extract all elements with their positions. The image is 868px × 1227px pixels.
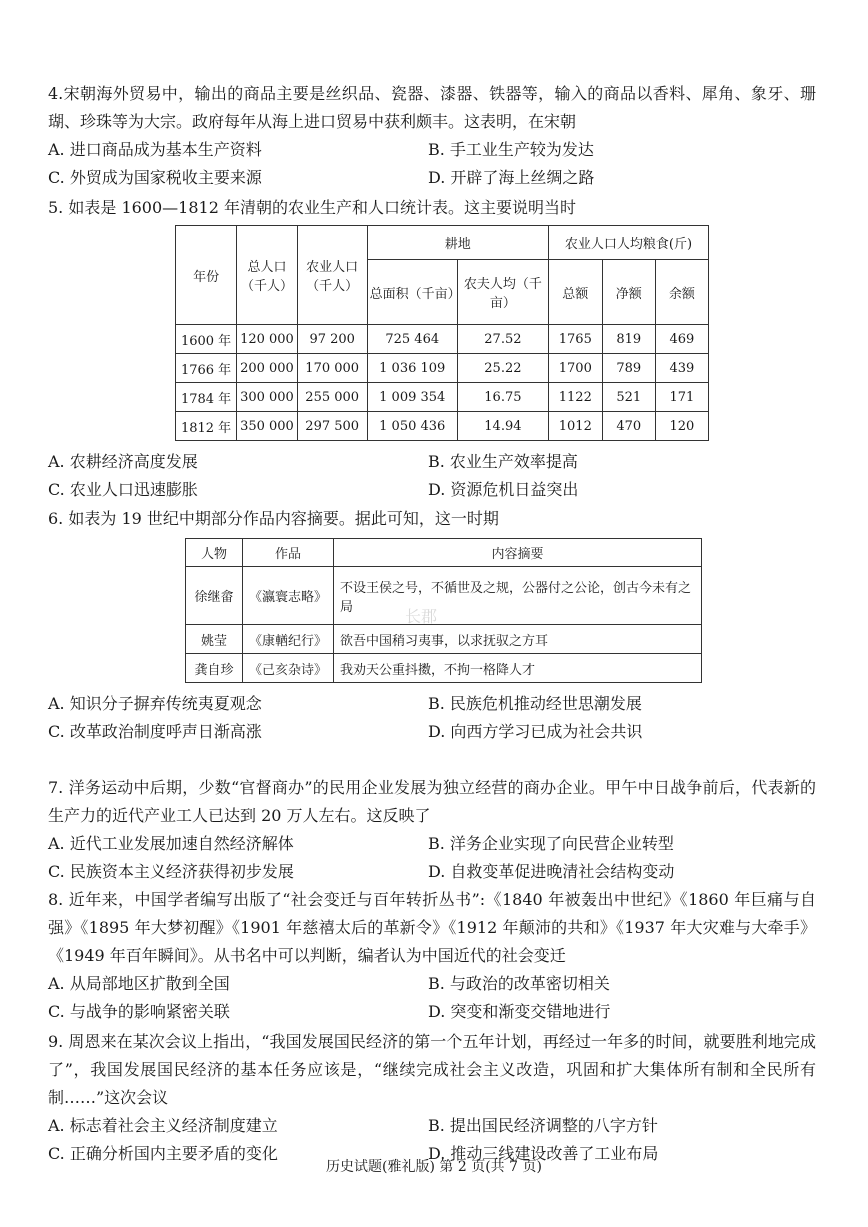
cell-year: 1600 年 — [176, 325, 237, 354]
question-5-options — [48, 448, 816, 504]
cell-work: 《瀛寰志略》 — [243, 567, 334, 625]
option-d[interactable]: D. 向西方学习已成为社会共识 — [428, 722, 643, 741]
table-row — [176, 354, 709, 383]
cell-total: 1012 — [548, 412, 602, 441]
header-year: 年份 — [176, 226, 237, 325]
option-b[interactable]: B. 农业生产效率提高 — [428, 452, 578, 471]
cell-total: 1700 — [548, 354, 602, 383]
table-row — [186, 654, 702, 683]
cell-total: 1765 — [548, 325, 602, 354]
header-total-area: 总面积（千亩） — [367, 260, 457, 325]
cell-year: 1784 年 — [176, 383, 237, 412]
question-6-stem: 6. 如表为 19 世纪中期部分作品内容摘要。据此可知，这一时期 — [48, 509, 499, 528]
question-4 — [48, 80, 816, 192]
question-4-stem: 4.宋朝海外贸易中，输出的商品主要是丝织品、瓷器、漆器、铁器等，输入的商品以香料、犀角、象牙、珊瑚、珍珠等为大宗。政府每年从海上进口贸易中获利颇丰。这表明，在宋朝 — [48, 84, 816, 131]
cell-agricultural-population: 97 200 — [297, 325, 367, 354]
option-d[interactable]: D. 资源危机日益突出 — [428, 480, 579, 499]
question-6-options — [48, 690, 816, 746]
header-work: 作品 — [243, 539, 334, 567]
cell-year: 1812 年 — [176, 412, 237, 441]
cell-surplus: 171 — [655, 383, 708, 412]
cell-total-area: 725 464 — [367, 325, 457, 354]
table-row — [176, 383, 709, 412]
question-5 — [48, 194, 816, 222]
cell-agricultural-population: 297 500 — [297, 412, 367, 441]
option-d[interactable]: D. 自救变革促进晚清社会结构变动 — [428, 862, 675, 881]
option-a[interactable]: A. 农耕经济高度发展 — [48, 452, 198, 471]
option-a[interactable]: A. 知识分子摒弃传统夷夏观念 — [48, 694, 262, 713]
page-footer: 历史试题(雅礼版) 第 2 页(共 7 页) — [326, 1159, 542, 1175]
cell-work: 《己亥杂诗》 — [243, 654, 334, 683]
cell-surplus: 120 — [655, 412, 708, 441]
option-c[interactable]: C. 农业人口迅速膨胀 — [48, 480, 198, 499]
header-surplus: 余额 — [655, 260, 708, 325]
table-row — [176, 325, 709, 354]
option-a[interactable]: A. 从局部地区扩散到全国 — [48, 974, 230, 993]
question-7 — [48, 774, 816, 886]
question-8-stem: 8. 近年来，中国学者编写出版了“社会变迁与百年转折丛书”:《1840 年被轰出中世纪》《1860 年巨痛与自强》《1895 年大梦初醒》《1901 年慈禧太后的革新令》《1912 年颠沛的共和》《1937 年大灾难与大牵手》《1949 年百年瞬间》。从书名中可以判断，编者认为中国近代的社会变迁 — [48, 890, 816, 965]
cell-per-farmer: 14.94 — [457, 412, 548, 441]
header-total: 总额 — [548, 260, 602, 325]
header-total-population: 总人口（千人） — [237, 226, 298, 325]
option-c[interactable]: C. 与战争的影响紧密关联 — [48, 1002, 230, 1021]
header-per-farmer: 农夫人均（千亩） — [457, 260, 548, 325]
option-a[interactable]: A. 近代工业发展加速自然经济解体 — [48, 834, 294, 853]
cell-net: 789 — [602, 354, 655, 383]
header-net: 净额 — [602, 260, 655, 325]
cell-work: 《康輶纪行》 — [243, 625, 334, 654]
option-c[interactable]: C. 改革政治制度呼声日渐高涨 — [48, 722, 262, 741]
option-d[interactable]: D. 开辟了海上丝绸之路 — [428, 168, 595, 187]
cell-per-farmer: 16.75 — [457, 383, 548, 412]
cell-summary: 不设王侯之号，不循世及之规，公器付之公论，创古今未有之局 — [334, 567, 702, 625]
cell-per-farmer: 27.52 — [457, 325, 548, 354]
question-6-answers — [48, 690, 816, 746]
option-a[interactable]: A. 进口商品成为基本生产资料 — [48, 140, 262, 159]
header-person: 人物 — [186, 539, 243, 567]
cell-net: 521 — [602, 383, 655, 412]
question-7-options — [48, 830, 816, 886]
cell-total-area: 1 036 109 — [367, 354, 457, 383]
option-b[interactable]: B. 与政治的改革密切相关 — [428, 974, 610, 993]
header-grain-per-capita: 农业人口人均粮食(斤) — [548, 226, 708, 260]
header-summary: 内容摘要 — [334, 539, 702, 567]
question-5-answers — [48, 448, 816, 504]
table-row — [176, 412, 709, 441]
cell-person: 徐继畲 — [186, 567, 243, 625]
header-agricultural-population: 农业人口（千人） — [297, 226, 367, 325]
option-b[interactable]: B. 手工业生产较为发达 — [428, 140, 594, 159]
option-c[interactable]: C. 外贸成为国家税收主要来源 — [48, 168, 262, 187]
question-5-stem: 5. 如表是 1600—1812 年清朝的农业生产和人口统计表。这主要说明当时 — [48, 198, 576, 217]
cell-total-area: 1 009 354 — [367, 383, 457, 412]
cell-net: 819 — [602, 325, 655, 354]
question-8 — [48, 886, 816, 1026]
cell-total-population: 300 000 — [237, 383, 298, 412]
question-7-stem: 7. 洋务运动中后期，少数“官督商办”的民用企业发展为独立经营的商办企业。甲午中日战争前后，代表新的生产力的近代产业工人已达到 20 万人左右。这反映了 — [48, 778, 816, 825]
cell-total-area: 1 050 436 — [367, 412, 457, 441]
option-b[interactable]: B. 提出国民经济调整的八字方针 — [428, 1116, 658, 1135]
option-b[interactable]: B. 洋务企业实现了向民营企业转型 — [428, 834, 674, 853]
header-farmland: 耕地 — [367, 226, 548, 260]
cell-net: 470 — [602, 412, 655, 441]
cell-total-population: 200 000 — [237, 354, 298, 383]
table-row — [186, 567, 702, 625]
works-summary-table — [185, 538, 702, 683]
cell-surplus: 469 — [655, 325, 708, 354]
table-row — [186, 625, 702, 654]
cell-person: 姚莹 — [186, 625, 243, 654]
cell-agricultural-population: 255 000 — [297, 383, 367, 412]
question-9-stem: 9. 周恩来在某次会议上指出，“我国发展国民经济的第一个五年计划，再经过一年多的时间，就要胜利地完成了”，我国发展国民经济的基本任务应该是，“继续完成社会主义改造，巩固和扩大集体所有制和全民所有制……”这次会议 — [48, 1032, 816, 1107]
question-8-options — [48, 970, 816, 1026]
option-b[interactable]: B. 民族危机推动经世思潮发展 — [428, 694, 642, 713]
option-d[interactable]: D. 突变和渐变交错地进行 — [428, 1002, 611, 1021]
option-d[interactable]: D. 推动三线建设改善了工业布局 — [428, 1144, 659, 1163]
cell-agricultural-population: 170 000 — [297, 354, 367, 383]
cell-surplus: 439 — [655, 354, 708, 383]
option-c[interactable]: C. 民族资本主义经济获得初步发展 — [48, 862, 294, 881]
cell-person: 龚自珍 — [186, 654, 243, 683]
question-4-options — [48, 136, 816, 192]
cell-total-population: 120 000 — [237, 325, 298, 354]
cell-total: 1122 — [548, 383, 602, 412]
option-a[interactable]: A. 标志着社会主义经济制度建立 — [48, 1116, 278, 1135]
cell-summary: 我劝天公重抖擞，不拘一格降人才 — [334, 654, 702, 683]
cell-summary: 欲吾中国稍习夷事，以求抚驭之方耳 — [334, 625, 702, 654]
population-agriculture-table — [175, 225, 709, 441]
cell-per-farmer: 25.22 — [457, 354, 548, 383]
question-9 — [48, 1028, 816, 1168]
watermark: 长郡 — [405, 607, 438, 626]
cell-year: 1766 年 — [176, 354, 237, 383]
option-c[interactable]: C. 正确分析国内主要矛盾的变化 — [48, 1144, 278, 1163]
question-6 — [48, 505, 816, 533]
cell-total-population: 350 000 — [237, 412, 298, 441]
